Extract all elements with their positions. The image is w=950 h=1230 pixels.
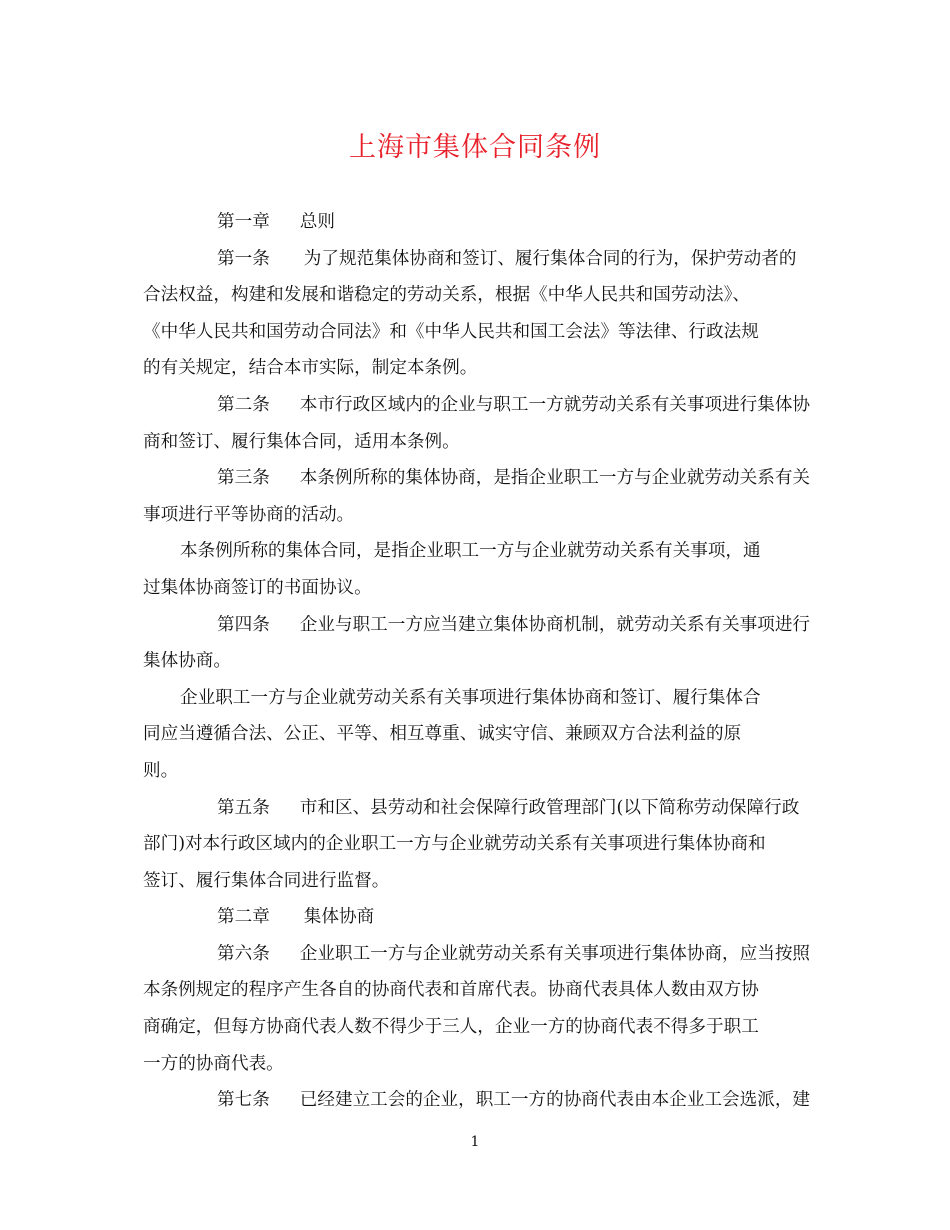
paragraph-line: 《中华人民共和国劳动合同法》和《中华人民共和国工会法》等法律、行政法规 [143, 321, 759, 342]
paragraph-line: 签订、履行集体合同进行监督。 [143, 870, 390, 891]
page-number: 1 [470, 1134, 480, 1150]
article-7 [143, 1082, 809, 1119]
chapter-label: 第二章 [217, 907, 270, 928]
paragraph-line: 企业职工一方与企业就劳动关系有关事项进行集体协商，应当按照 [299, 943, 811, 964]
paragraph-line: 企业与职工一方应当建立集体协商机制，就劳动关系有关事项进行 [299, 614, 811, 635]
chapter-name: 集体协商 [303, 907, 375, 928]
paragraph-line: 本条例所称的集体合同，是指企业职工一方与企业就劳动关系有关事项，通 [180, 541, 761, 562]
article-label: 第三条 [217, 468, 270, 489]
article-1 [143, 241, 809, 387]
paragraph-line: 本条例规定的程序产生各自的协商代表和首席代表。协商代表具体人数由双方协 [143, 980, 759, 1001]
paragraph-line: 商确定，但每方协商代表人数不得少于三人，企业一方的协商代表不得多于职工 [143, 1017, 759, 1038]
paragraph-line: 事项进行平等协商的活动。 [143, 504, 355, 525]
article-label: 第五条 [217, 797, 270, 818]
article-label: 第六条 [217, 943, 270, 964]
paragraph-line: 一方的协商代表。 [143, 1053, 284, 1074]
paragraph-line: 过集体协商签订的书面协议。 [143, 577, 372, 598]
document-title: 上海市集体合同条例 [349, 132, 601, 163]
paragraph-line: 部门)对本行政区域内的企业职工一方与企业就劳动关系有关事项进行集体协商和 [143, 834, 766, 855]
paragraph-line: 合法权益，构建和发展和谐稳定的劳动关系，根据《中华人民共和国劳动法》、 [143, 285, 750, 306]
article-4 [143, 607, 809, 790]
chapter-label: 第一章 [217, 212, 270, 232]
paragraph-line: 已经建立工会的企业，职工一方的协商代表由本企业工会选派，建 [299, 1090, 811, 1111]
paragraph-line: 本条例所称的集体协商，是指企业职工一方与企业就劳动关系有关 [299, 468, 811, 489]
article-6 [143, 936, 809, 1082]
article-label: 第二条 [217, 394, 270, 415]
paragraph-line: 集体协商。 [143, 651, 231, 672]
paragraph-line: 同应当遵循合法、公正、平等、相互尊重、诚实守信、兼顾双方合法利益的原 [143, 724, 742, 745]
article-label: 第七条 [217, 1090, 270, 1111]
article-label: 第一条 [217, 248, 270, 269]
paragraph-line: 市和区、县劳动和社会保障行政管理部门(以下简称劳动保障行政 [299, 797, 800, 818]
article-label: 第四条 [217, 614, 270, 635]
chapter-name: 总则 [299, 212, 335, 232]
paragraph-line: 为了规范集体协商和签订、履行集体合同的行为，保护劳动者的 [303, 248, 797, 269]
chapter-heading [143, 899, 809, 936]
chapter-heading [143, 204, 809, 241]
paragraph-line: 则。 [143, 760, 179, 781]
article-5 [143, 790, 809, 900]
article-2 [143, 387, 809, 460]
paragraph-line: 本市行政区域内的企业与职工一方就劳动关系有关事项进行集体协 [299, 394, 811, 415]
document-body [143, 204, 809, 1119]
paragraph-line: 企业职工一方与企业就劳动关系有关事项进行集体协商和签订、履行集体合 [180, 687, 761, 708]
paragraph-line: 的有关规定，结合本市实际，制定本条例。 [143, 358, 478, 379]
article-3 [143, 460, 809, 606]
paragraph-line: 商和签订、履行集体合同，适用本条例。 [143, 431, 460, 452]
